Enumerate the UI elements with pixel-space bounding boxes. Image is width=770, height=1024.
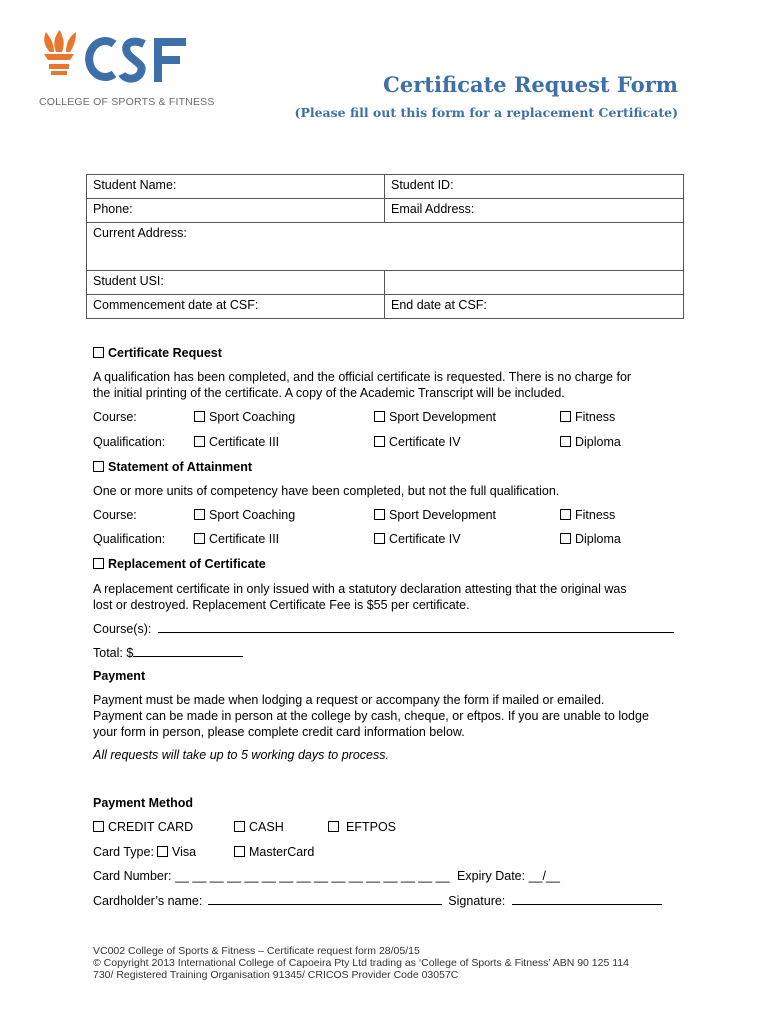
cr-qual-opt-1[interactable] <box>194 435 279 449</box>
phone-label: Phone: <box>93 202 133 216</box>
statement-heading <box>93 460 683 474</box>
option-label: Diploma <box>575 532 621 546</box>
card-number-input[interactable]: __ __ __ __ __ __ __ __ __ __ __ __ __ __ __ __ <box>174 869 450 883</box>
option-label: Fitness <box>575 508 616 522</box>
logo-subtitle: COLLEGE OF SPORTS & FITNESS <box>39 96 215 108</box>
cardholder-label: Cardholder’s name: <box>93 894 203 908</box>
st-course-label: Course: <box>93 508 137 522</box>
email-cell[interactable] <box>385 199 684 223</box>
footer-line2: © Copyright 2013 International College of Capoeira Pty Ltd trading as ‘College of Sports & Fitness’ ABN 90 125 114 <box>93 957 629 969</box>
courses-input[interactable] <box>158 621 674 633</box>
commencement-label: Commencement date at CSF: <box>93 298 259 312</box>
option-label: Sport Development <box>389 508 497 522</box>
checkbox-icon[interactable] <box>374 509 385 520</box>
option-label: Diploma <box>575 435 621 449</box>
cr-qual-opt-3[interactable] <box>560 435 621 449</box>
cardholder-row <box>93 893 683 908</box>
certificate-request-checkbox[interactable] <box>93 347 104 358</box>
option-label: Sport Coaching <box>209 508 296 522</box>
certificate-request-para1: A qualification has been completed, and the official certificate is requested. There is no charge for <box>93 370 632 384</box>
st-course-opt-2[interactable] <box>374 508 496 522</box>
payment-line1: Payment must be made when lodging a request or accompany the form if mailed or emailed. <box>93 693 605 707</box>
total-label: Total: $ <box>93 646 134 660</box>
page-title: Certificate Request Form <box>383 72 678 97</box>
payment-line2: Payment can be made in person at the college by cash, cheque, or eftpos. If you are unable to lodge <box>93 709 649 723</box>
footer <box>93 945 693 981</box>
cr-qual-label: Qualification: <box>93 435 166 449</box>
checkbox-icon[interactable] <box>234 821 245 832</box>
option-label: EFTPOS <box>346 820 397 834</box>
certificate-request-para2: the initial printing of the certificate. A copy of the Academic Transcript will be included. <box>93 386 565 400</box>
card-number-label: Card Number: <box>93 869 172 883</box>
student-id-label: Student ID: <box>391 178 454 192</box>
cr-course-opt-3[interactable] <box>560 410 615 424</box>
payment-line3: your form in person, please complete credit card information below. <box>93 725 465 739</box>
cash-option[interactable] <box>234 820 284 834</box>
statement-text: One or more units of competency have been completed, but not the full qualification. <box>93 484 560 498</box>
eftpos-option[interactable] <box>328 820 396 834</box>
flame-icon <box>44 30 76 75</box>
phone-cell[interactable] <box>87 199 385 223</box>
replacement-text <box>93 581 683 613</box>
option-label: Certificate III <box>209 435 280 449</box>
processing-note: All requests will take up to 5 working days to process. <box>93 748 389 762</box>
certificate-request-heading <box>93 346 683 360</box>
payment-text <box>93 692 683 740</box>
st-qual-label: Qualification: <box>93 532 166 546</box>
email-label: Email Address: <box>391 202 475 216</box>
st-qual-opt-3[interactable] <box>560 532 621 546</box>
cardholder-input[interactable] <box>208 893 442 905</box>
cr-course-label: Course: <box>93 410 137 424</box>
expiry-label: Expiry Date: <box>457 869 526 883</box>
cr-course-opt-1[interactable] <box>194 410 295 424</box>
checkbox-icon[interactable] <box>374 411 385 422</box>
payment-method-heading: Payment Method <box>93 796 194 810</box>
checkbox-icon[interactable] <box>374 436 385 447</box>
cr-course-opt-2[interactable] <box>374 410 496 424</box>
checkbox-icon[interactable] <box>194 509 205 520</box>
total-input[interactable] <box>133 645 243 657</box>
certificate-request-label: Certificate Request <box>108 346 222 360</box>
option-label: CREDIT CARD <box>108 820 194 834</box>
option-label: Fitness <box>575 410 616 424</box>
checkbox-icon[interactable] <box>194 411 205 422</box>
checkbox-icon[interactable] <box>560 533 571 544</box>
footer-line1: VC002 College of Sports & Fitness – Certificate request form 28/05/15 <box>93 945 420 957</box>
footer-line3: 730/ Registered Training Organisation 91345/ CRICOS Provider Code 03057C <box>93 969 459 981</box>
checkbox-icon[interactable] <box>93 821 104 832</box>
option-label: Certificate IV <box>389 532 461 546</box>
checkbox-icon[interactable] <box>194 533 205 544</box>
checkbox-icon[interactable] <box>328 821 339 832</box>
replacement-label: Replacement of Certificate <box>108 557 266 571</box>
option-label: Sport Coaching <box>209 410 296 424</box>
st-qual-opt-2[interactable] <box>374 532 461 546</box>
cr-qual-opt-2[interactable] <box>374 435 461 449</box>
st-qual-opt-1[interactable] <box>194 532 279 546</box>
option-label: Sport Development <box>389 410 497 424</box>
checkbox-icon[interactable] <box>560 411 571 422</box>
replacement-para1: A replacement certificate in only issued with a statutory declaration attesting that the original was <box>93 582 627 596</box>
address-label: Current Address: <box>93 226 187 240</box>
st-course-opt-3[interactable] <box>560 508 615 522</box>
checkbox-icon[interactable] <box>374 533 385 544</box>
statement-checkbox[interactable] <box>93 461 104 472</box>
student-name-label: Student Name: <box>93 178 177 192</box>
payment-heading: Payment <box>93 669 146 683</box>
end-date-label: End date at CSF: <box>391 298 487 312</box>
option-label: Certificate IV <box>389 435 461 449</box>
commencement-cell[interactable] <box>87 295 385 319</box>
card-number-row <box>93 869 683 883</box>
student-id-cell[interactable] <box>385 175 684 199</box>
address-cell[interactable] <box>87 223 684 271</box>
option-label: Certificate III <box>209 532 280 546</box>
checkbox-icon[interactable] <box>234 846 245 857</box>
card-type-label: Card Type: <box>93 845 154 859</box>
usi-extra-cell[interactable] <box>385 271 684 295</box>
signature-label: Signature: <box>448 894 506 908</box>
expiry-input[interactable]: __/__ <box>528 869 560 883</box>
option-label: CASH <box>249 820 284 834</box>
student-name-cell[interactable] <box>87 175 385 199</box>
usi-label: Student USI: <box>93 274 164 288</box>
checkbox-icon[interactable] <box>157 846 168 857</box>
credit-card-option[interactable] <box>93 820 193 834</box>
checkbox-icon[interactable] <box>560 436 571 447</box>
replacement-checkbox[interactable] <box>93 558 104 569</box>
csf-letters <box>89 41 186 82</box>
checkbox-icon[interactable] <box>194 436 205 447</box>
replacement-para2: lost or destroyed. Replacement Certificate Fee is $55 per certificate. <box>93 598 470 612</box>
signature-input[interactable] <box>512 893 662 905</box>
student-info-table <box>86 174 684 319</box>
mastercard-option[interactable] <box>234 845 314 859</box>
courses-row <box>93 621 683 636</box>
replacement-heading <box>93 557 683 571</box>
visa-option[interactable] <box>157 845 196 859</box>
total-row <box>93 645 683 660</box>
st-course-opt-1[interactable] <box>194 508 295 522</box>
checkbox-icon[interactable] <box>560 509 571 520</box>
option-label: MasterCard <box>249 845 315 859</box>
usi-cell[interactable] <box>87 271 385 295</box>
statement-label: Statement of Attainment <box>108 460 252 474</box>
end-date-cell[interactable] <box>385 295 684 319</box>
page-subtitle: (Please fill out this form for a replacement Certificate) <box>294 105 678 120</box>
option-label: Visa <box>172 845 197 859</box>
certificate-request-text <box>93 369 683 401</box>
courses-label: Course(s): <box>93 622 152 636</box>
